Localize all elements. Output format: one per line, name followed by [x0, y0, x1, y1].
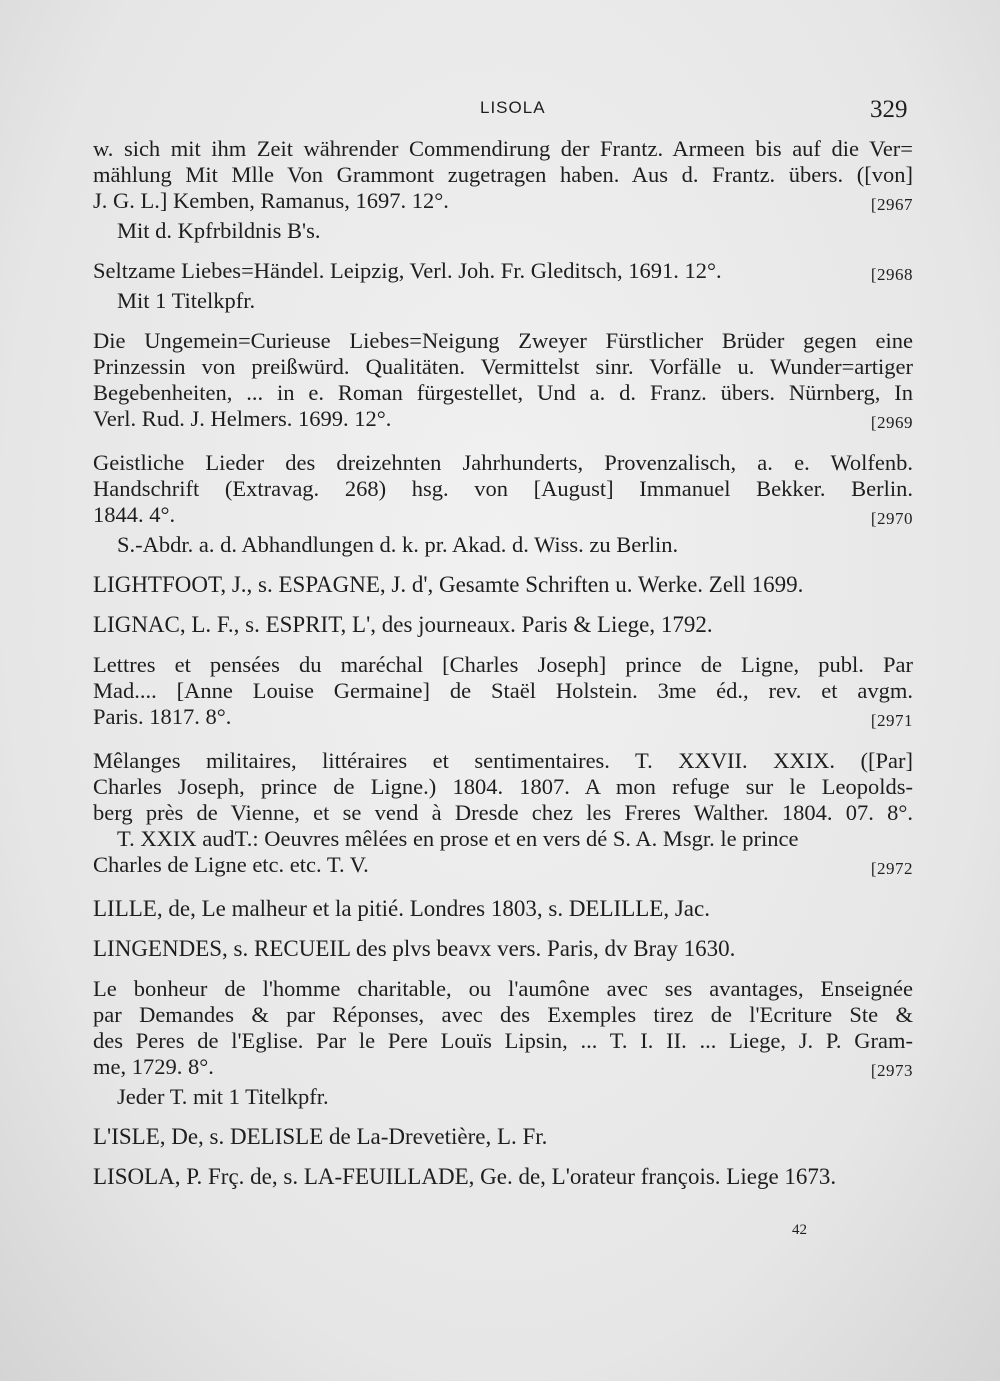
bibliography-entry [93, 748, 913, 882]
bibliography-entry [93, 976, 913, 1110]
entry-line: LILLE, de, Le malheur et la pitié. Londres 1803, s. DELILLE, Jac. [93, 896, 710, 921]
cross-reference-entry [93, 896, 913, 922]
entry-number: [2968 [870, 265, 913, 284]
entry-line: Mad.... [Anne Louise Germaine] de Staël Holstein. 3me éd., rev. et avgm. [93, 678, 913, 703]
entry-line: mählung Mit Mlle Von Grammont zugetragen haben. Aus d. Frantz. übers. ([von] [93, 162, 913, 187]
bibliography-entry [93, 652, 913, 734]
bibliography-entry [93, 328, 913, 436]
entry-line-with-number [93, 502, 913, 532]
entry-line: Lettres et pensées du maréchal [Charles Joseph] prince de Ligne, publ. Par [93, 652, 913, 677]
entry-number: [2967 [870, 195, 913, 214]
entry-line-text: me, 1729. 8°. [93, 1054, 214, 1079]
entry-line: Handschrift (Extravag. 268) hsg. von [August] Immanuel Bekker. Berlin. [93, 476, 913, 501]
page-number: 329 [870, 96, 908, 123]
cross-reference-entry [93, 572, 913, 598]
entry-note: S.-Abdr. a. d. Abhandlungen d. k. pr. Akad. d. Wiss. zu Berlin. [117, 532, 679, 557]
entry-line: par Demandes & par Réponses, avec des Exemples tirez de l'Ecriture Ste & [93, 1002, 913, 1027]
entry-line: L'ISLE, De, s. DELISLE de La-Drevetière, L. Fr. [93, 1124, 548, 1149]
entry-line-with-number [93, 406, 913, 436]
entry-line: Charles Joseph, prince de Ligne.) 1804. 1807. A mon refuge sur le Leopolds- [93, 774, 913, 799]
bibliography-entries [93, 136, 913, 1204]
cross-reference-entry [93, 1124, 913, 1150]
entry-note: T. XXIX audT.: Oeuvres mêlées en prose et en vers dé S. A. Msgr. le prince [117, 826, 799, 851]
entry-line-text: Verl. Rud. J. Helmers. 1699. 12°. [93, 406, 392, 431]
entry-number: [2973 [870, 1061, 913, 1080]
entry-line-with-number [93, 188, 913, 218]
entry-number: [2970 [870, 509, 913, 528]
entry-line: Die Ungemein=Curieuse Liebes=Neigung Zweyer Fürstlicher Brüder gegen eine [93, 328, 913, 353]
entry-line: Begebenheiten, ... in e. Roman fürgestellet, Und a. d. Franz. übers. Nürnberg, In [93, 380, 913, 405]
entry-line: des Peres de l'Eglise. Par le Pere Louïs Lipsin, ... T. I. II. ... Liege, J. P. Gram- [93, 1028, 913, 1053]
entry-note: Jeder T. mit 1 Titelkpfr. [117, 1084, 329, 1109]
entry-line: Le bonheur de l'homme charitable, ou l'aumône avec ses avantages, Enseignée [93, 976, 913, 1001]
bibliography-entry [93, 258, 913, 314]
entry-line: LINGENDES, s. RECUEIL des plvs beavx vers. Paris, dv Bray 1630. [93, 936, 736, 961]
entry-line: LIGNAC, L. F., s. ESPRIT, L', des journeaux. Paris & Liege, 1792. [93, 612, 713, 637]
entry-line-with-number [93, 1054, 913, 1084]
entry-line: LISOLA, P. Frç. de, s. LA-FEUILLADE, Ge. de, L'orateur françois. Liege 1673. [93, 1164, 837, 1189]
entry-line: w. sich mit ihm Zeit währender Commendirung der Frantz. Armeen bis auf die Ver= [93, 136, 913, 161]
entry-note: Mit d. Kpfrbildnis B's. [117, 218, 321, 243]
entry-line-with-number [93, 852, 913, 882]
entry-line-text: 1844. 4°. [93, 502, 176, 527]
entry-line: berg près de Vienne, et se vend à Dresde chez les Freres Walther. 1804. 07. 8°. [93, 800, 913, 825]
entry-line-text: J. G. L.] Kemben, Ramanus, 1697. 12°. [93, 188, 449, 213]
bibliography-entry [93, 136, 913, 244]
entry-line: Geistliche Lieder des dreizehnten Jahrhunderts, Provenzalisch, a. e. Wolfenb. [93, 450, 913, 475]
entry-line: Mêlanges militaires, littéraires et sentimentaires. T. XXVII. XXIX. ([Par] [93, 748, 913, 773]
entry-line: Prinzessin von preißwürd. Qualitäten. Vermittelst sinr. Vorfälle u. Wunder=artiger [93, 354, 913, 379]
bibliography-entry [93, 450, 913, 558]
entry-line-text: Paris. 1817. 8°. [93, 704, 232, 729]
entry-number: [2971 [870, 711, 913, 730]
entry-line-with-number [93, 258, 913, 288]
cross-reference-entry [93, 936, 913, 962]
entry-line: LIGHTFOOT, J., s. ESPAGNE, J. d', Gesamte Schriften u. Werke. Zell 1699. [93, 572, 804, 597]
cross-reference-entry [93, 612, 913, 638]
cross-reference-entry [93, 1164, 913, 1190]
entry-line-with-number [93, 704, 913, 734]
running-title: LISOLA [480, 98, 546, 117]
entry-number: [2972 [870, 859, 913, 878]
entry-number: [2969 [870, 413, 913, 432]
entry-line-text: Charles de Ligne etc. etc. T. V. [93, 852, 369, 877]
signature-mark: 42 [792, 1222, 807, 1238]
entry-line-text: Seltzame Liebes=Händel. Leipzig, Verl. Joh. Fr. Gleditsch, 1691. 12°. [93, 258, 722, 283]
entry-note: Mit 1 Titelkpfr. [117, 288, 256, 313]
